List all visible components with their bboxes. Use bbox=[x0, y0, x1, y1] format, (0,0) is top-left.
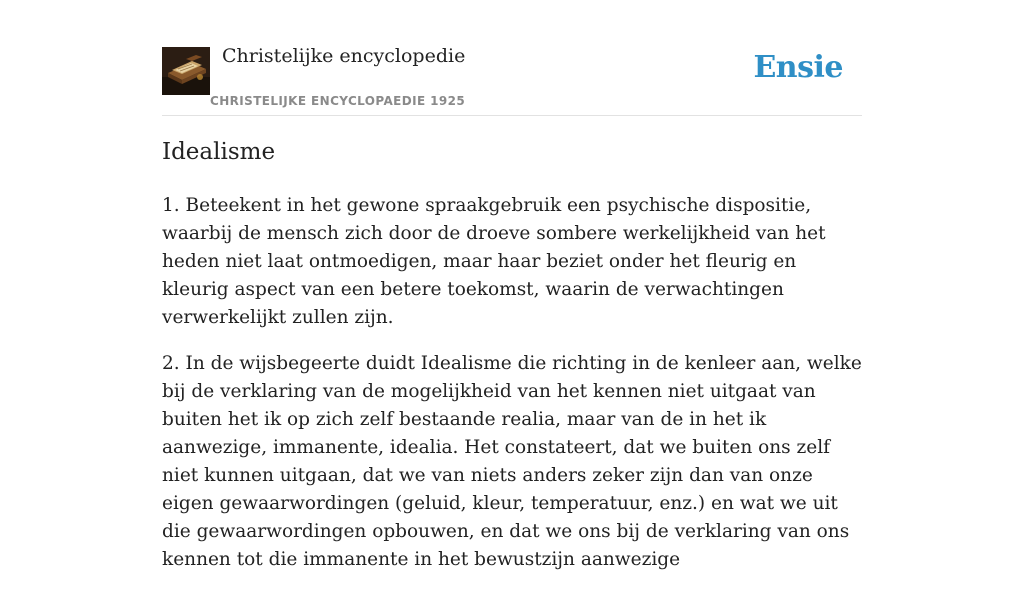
source-title[interactable]: Christelijke encyclopedie bbox=[222, 45, 466, 67]
article-title: Idealisme bbox=[162, 139, 276, 165]
source-subtitle[interactable]: CHRISTELIJKE ENCYCLOPAEDIE 1925 bbox=[210, 94, 466, 108]
ensie-logo-link[interactable]: Ensie bbox=[753, 50, 843, 85]
source-avatar[interactable] bbox=[162, 47, 210, 95]
source-header bbox=[162, 0, 862, 116]
article-body bbox=[162, 192, 866, 592]
article-paragraph-1: 1. Beteekent in het gewone spraakgebruik een psychische dispositie, waarbij de mensch zich door de droeve sombere werkelijkheid van het heden niet laat ontmoedigen, maar haar beziet onder het fleurig en kleurig aspect van een betere toekomst, waarin de verwachtingen verwerkelijkt zullen zijn. bbox=[162, 195, 826, 328]
article-paragraph-2: 2. In de wijsbegeerte duidt Idealisme die richting in de kenleer aan, welke bij de verklaring van de mogelijkheid van het kennen niet uitgaat van buiten het ik op zich zelf bestaande realia, maar van de in het ik aanwezige, immanente, idealia. Het constateert, dat we buiten ons zelf niet kunnen uitgaan, dat we van niets anders zeker zijn dan van onze eigen gewaarwordingen (geluid, kleur, temperatuur, enz.) en wat we uit die gewaarwordingen opbouwen, en dat we ons bij de verklaring van ons kennen tot die immanente in het bewustzijn aanwezige bbox=[162, 353, 862, 570]
book-stack-icon bbox=[162, 47, 210, 95]
article-container bbox=[162, 0, 862, 570]
